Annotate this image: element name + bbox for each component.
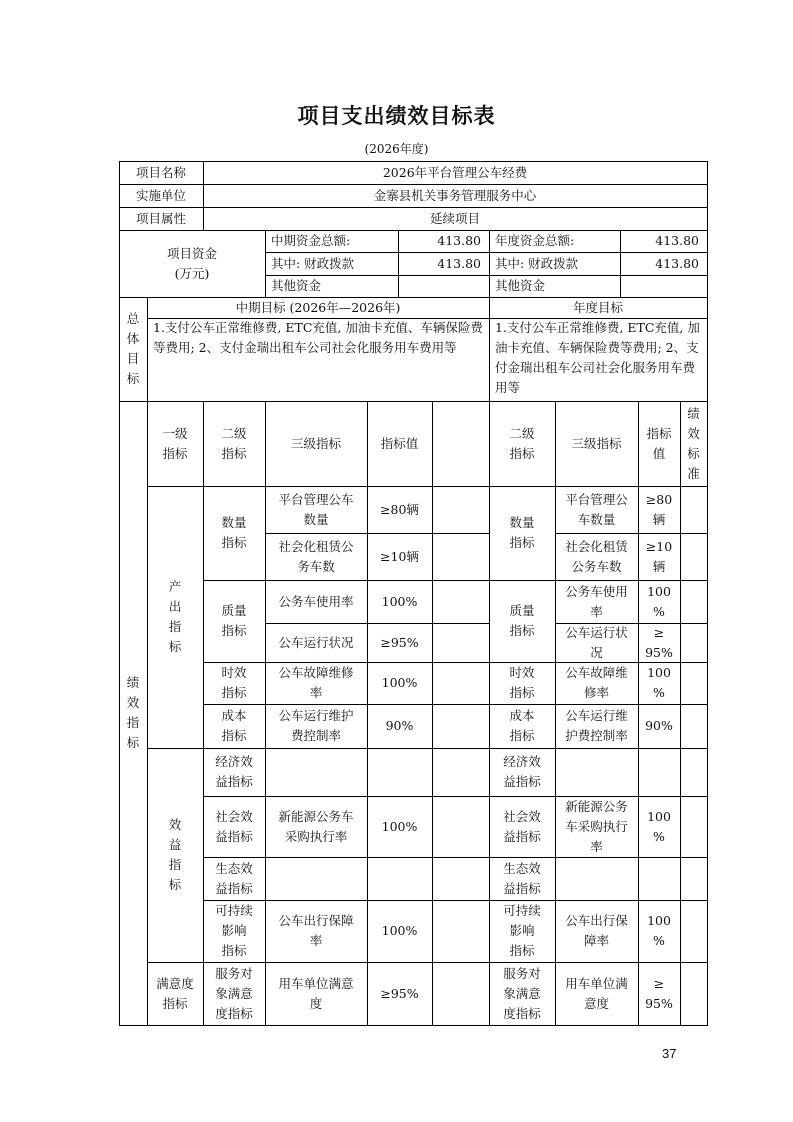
table-rule — [620, 230, 621, 298]
table-rule — [203, 900, 708, 901]
level3-annual-cell-text: 平台管理公 车数量 — [565, 491, 628, 527]
level2-annual-cell-text: 社会效 益指标 — [503, 808, 541, 844]
project-name-label-text: 项目名称 — [135, 164, 186, 180]
page-subtitle: (2026年度) — [364, 142, 429, 156]
level2-cell-text: 质量 指标 — [221, 603, 247, 638]
level2-cell — [203, 486, 265, 580]
table-rule — [147, 962, 708, 963]
mid-total-value-text: 413.80 — [437, 233, 481, 248]
table-rule — [203, 796, 708, 797]
value-annual-cell — [638, 486, 680, 533]
value-annual-cell-text: 90% — [645, 718, 673, 733]
value-annual-cell — [638, 623, 680, 662]
value-annual-cell — [638, 857, 680, 900]
table-rule — [555, 623, 708, 624]
mid-goal-text — [147, 318, 489, 401]
indicators-side-label-text: 绩 效 指 标 — [126, 675, 140, 750]
value-cell — [367, 796, 432, 857]
level3-cell — [265, 533, 367, 580]
value-annual-cell-text: 100 % — [647, 913, 671, 948]
level3-annual-cell — [555, 857, 638, 900]
level2-annual-cell-text: 可持续 影响 指标 — [503, 903, 541, 958]
level3-annual-cell — [555, 900, 638, 962]
table-rule — [203, 857, 708, 858]
value-cell — [367, 486, 432, 533]
level2-cell — [203, 962, 265, 1025]
level2-cell-text: 经济效 益指标 — [215, 754, 253, 789]
level3-cell — [265, 623, 367, 662]
table-rule — [119, 401, 708, 402]
year-other-label-text: 其他资金 — [495, 278, 546, 293]
value-annual-cell — [638, 533, 680, 580]
level3-cell-text: 公车故障维修 率 — [278, 665, 354, 700]
level3-cell — [265, 796, 367, 857]
value-cell — [367, 533, 432, 580]
level3-annual-cell — [555, 623, 638, 662]
value-cell-text: ≥10辆 — [380, 548, 419, 564]
level3-annual-cell — [555, 662, 638, 704]
table-rule — [367, 401, 368, 1026]
year-goal-header-text: 年度目标 — [572, 299, 623, 315]
level1-output-text: 产 出 指 标 — [168, 579, 182, 654]
value-annual-cell-text: 100 % — [647, 665, 671, 700]
mid-goal-text-text: 1.支付公车正常维修费, ETC充值, 加油卡充值、车辆保险费等费用; 2、支付金瑞出租车公司社会化服务用车费用等 — [153, 320, 483, 355]
value-cell-text: 90% — [385, 718, 414, 733]
value-annual-cell-text: 100 % — [647, 583, 671, 619]
value-cell-text: 100% — [381, 923, 418, 938]
table-rule — [265, 275, 708, 276]
value-annual-cell — [638, 962, 680, 1025]
level2-cell-text: 社会效 益指标 — [215, 808, 253, 844]
table-rule — [119, 161, 120, 1026]
mid-goal-header — [147, 297, 489, 318]
table-rule — [398, 230, 399, 298]
table-rule — [119, 184, 708, 185]
year-total-value-text: 413.80 — [655, 233, 699, 248]
value-cell-text: ≥95% — [380, 634, 419, 650]
page-number: 37 — [662, 1046, 677, 1061]
level2-annual-cell — [489, 704, 555, 748]
indicators-side-label — [119, 401, 147, 1025]
level3-cell — [265, 704, 367, 748]
unit-label — [119, 184, 203, 207]
level3-annual-cell-text: 公车运行状 况 — [565, 624, 628, 660]
table-rule — [203, 401, 204, 1026]
level3-cell-text: 用车单位满意 度 — [278, 975, 354, 1011]
value-cell-text: 100% — [381, 593, 418, 609]
level2-annual-cell-text: 服务对 象满意 度指标 — [503, 965, 541, 1021]
level3-annual-cell-text: 公务车使用 率 — [565, 583, 628, 619]
value-cell — [367, 900, 432, 962]
level3-cell-text: 平台管理公车 数量 — [278, 491, 354, 527]
header-level2 — [203, 401, 265, 486]
value-cell — [367, 704, 432, 748]
level1-satisfaction-text: 满意度 指标 — [156, 975, 194, 1011]
mid-total-label-text: 中期资金总额: — [271, 233, 351, 248]
value-cell — [367, 662, 432, 704]
level3-cell — [265, 580, 367, 623]
value-cell-text: ≥80辆 — [380, 501, 419, 517]
level2-cell — [203, 796, 265, 857]
table-rule — [432, 623, 490, 624]
level3-cell — [265, 748, 367, 796]
table-rule — [203, 704, 708, 705]
header-level3 — [265, 401, 367, 486]
level3-cell-text: 公务车使用率 — [278, 593, 354, 609]
level2-annual-cell — [489, 900, 555, 962]
value-cell — [367, 580, 432, 623]
table-rule — [555, 401, 556, 1026]
level3-cell — [265, 857, 367, 900]
table-rule — [147, 297, 148, 1026]
value-cell — [367, 857, 432, 900]
value-cell — [367, 623, 432, 662]
header-standard-annual-text: 绩 效 标 准 — [687, 405, 700, 481]
value-cell-text: 100% — [381, 675, 418, 690]
project-name-label — [119, 161, 203, 184]
goals-side-label — [119, 297, 147, 401]
unit-value-text: 金寨县机关事务管理服务中心 — [373, 187, 537, 203]
level2-annual-cell — [489, 962, 555, 1025]
header-level3-annual — [555, 401, 638, 486]
header-value-text: 指标值 — [380, 435, 419, 451]
header-level2-annual — [489, 401, 555, 486]
unit-value — [203, 184, 707, 207]
level3-cell-text: 公车运行状况 — [278, 634, 354, 650]
level3-annual-cell — [555, 580, 638, 623]
level3-cell — [265, 962, 367, 1025]
mid-other-label — [265, 275, 398, 297]
level3-cell-text: 社会化租赁公 务车数 — [278, 538, 354, 574]
level3-annual-cell-text: 新能源公务 车采购执行 率 — [565, 798, 628, 854]
page-title: 项目支出绩效目标表 — [297, 104, 496, 128]
value-cell-text: ≥95% — [380, 985, 419, 1001]
level2-annual-cell — [489, 580, 555, 662]
mid-goal-header-text: 中期目标 (2026年—2026年) — [235, 299, 401, 315]
level2-cell-text: 生态效 益指标 — [215, 860, 253, 896]
level3-annual-cell — [555, 962, 638, 1025]
level2-annual-cell-text: 质量 指标 — [509, 603, 535, 638]
goals-side-label-text: 总 体 目 标 — [126, 311, 140, 386]
mid-fiscal-value — [398, 252, 489, 275]
table-rule — [203, 580, 708, 581]
level3-cell-text: 公车出行保障 率 — [278, 913, 354, 948]
attr-value — [203, 207, 707, 230]
header-level2-text: 二级 指标 — [221, 425, 247, 461]
level2-annual-cell-text: 生态效 益指标 — [503, 860, 541, 896]
header-level3-text: 三级指标 — [290, 435, 341, 451]
level3-annual-cell — [555, 796, 638, 857]
level2-annual-cell — [489, 662, 555, 704]
year-other-label — [489, 275, 620, 297]
project-name-value — [203, 161, 707, 184]
header-level1-text: 一级 指标 — [162, 425, 188, 461]
table-rule — [265, 623, 433, 624]
level2-annual-cell-text: 数量 指标 — [509, 515, 535, 550]
level3-annual-cell-text: 公车故障维 修率 — [565, 665, 628, 700]
header-standard-annual — [680, 401, 707, 486]
value-annual-cell — [638, 796, 680, 857]
table-rule — [147, 486, 708, 487]
value-annual-cell-text: ≥ 95% — [645, 624, 673, 660]
table-rule — [432, 401, 433, 1026]
level3-annual-cell-text: 社会化租赁 公务车数 — [565, 538, 628, 574]
attr-value-text: 延续项目 — [429, 210, 480, 226]
project-name-value-text: 2026年平台管理公车经费 — [382, 164, 528, 180]
header-value-annual-text: 指标 值 — [646, 425, 672, 461]
level3-annual-cell-text: 公车出行保 障率 — [565, 913, 628, 948]
level2-cell — [203, 857, 265, 900]
header-level3-annual-text: 三级指标 — [571, 435, 622, 451]
level3-annual-cell-text: 用车单位满 意度 — [565, 975, 628, 1011]
level2-cell-text: 成本 指标 — [221, 708, 247, 743]
year-goal-text-text: 1.支付公车正常维修费, ETC充值, 加油卡充值、车辆保险费等费用; 2、支付金瑞出租车公司社会化服务用车费用等 — [495, 320, 700, 395]
year-goal-header — [489, 297, 707, 318]
year-goal-text — [489, 318, 707, 401]
level2-cell-text: 数量 指标 — [221, 515, 247, 550]
table-rule — [638, 401, 639, 1026]
year-total-label-text: 年度资金总额: — [495, 233, 575, 248]
value-annual-cell-text: ≥ 95% — [645, 975, 673, 1011]
attr-label — [119, 207, 203, 230]
level3-annual-cell — [555, 704, 638, 748]
value-cell — [367, 962, 432, 1025]
table-rule — [432, 533, 490, 534]
year-fiscal-value — [620, 252, 707, 275]
mid-fiscal-value-text: 413.80 — [437, 255, 481, 271]
table-rule — [265, 230, 266, 298]
level2-annual-cell-text: 经济效 益指标 — [503, 754, 541, 789]
mid-fiscal-label — [265, 252, 398, 275]
header-value-annual — [638, 401, 680, 486]
level1-benefit-text: 效 益 指 标 — [168, 817, 182, 892]
mid-other-label-text: 其他资金 — [271, 278, 322, 293]
level3-annual-cell-text: 公车运行维 护费控制率 — [565, 708, 628, 743]
level2-cell-text: 可持续 影响 指标 — [215, 903, 253, 958]
level2-cell-text: 时效 指标 — [221, 665, 247, 700]
header-level2-annual-text: 二级 指标 — [509, 425, 535, 461]
level1-output — [147, 486, 203, 748]
value-annual-cell — [638, 704, 680, 748]
level1-satisfaction — [147, 962, 203, 1025]
table-rule — [555, 533, 708, 534]
level2-annual-cell — [489, 857, 555, 900]
unit-label-text: 实施单位 — [135, 187, 186, 203]
year-fiscal-value-text: 413.80 — [655, 255, 699, 271]
table-rule — [265, 401, 266, 1026]
level2-cell — [203, 704, 265, 748]
table-rule — [147, 318, 708, 319]
value-annual-cell — [638, 580, 680, 623]
table-rule — [147, 748, 708, 749]
level2-cell-text: 服务对 象满意 度指标 — [215, 965, 253, 1021]
level3-annual-cell — [555, 748, 638, 796]
level2-cell — [203, 580, 265, 662]
value-annual-cell-text: ≥10 辆 — [645, 538, 673, 574]
value-annual-cell — [638, 662, 680, 704]
value-annual-cell — [638, 900, 680, 962]
level2-cell — [203, 900, 265, 962]
table-rule — [707, 161, 708, 1026]
mid-total-label — [265, 230, 398, 252]
level1-benefit — [147, 748, 203, 962]
table-rule — [680, 401, 681, 1026]
level2-annual-cell — [489, 796, 555, 857]
level3-annual-cell — [555, 533, 638, 580]
funds-label-text: 项目资金 (万元) — [166, 245, 217, 281]
attr-label-text: 项目属性 — [135, 210, 186, 226]
value-cell-text: 100% — [381, 818, 418, 834]
mid-fiscal-label-text: 其中: 财政拨款 — [271, 255, 355, 271]
level3-cell — [265, 900, 367, 962]
level3-cell — [265, 486, 367, 533]
level3-cell — [265, 662, 367, 704]
year-total-value — [620, 230, 707, 252]
year-fiscal-label-text: 其中: 财政拨款 — [495, 255, 579, 271]
value-annual-cell-text: 100 % — [647, 808, 671, 844]
level2-cell — [203, 748, 265, 796]
table-rule — [119, 1025, 708, 1026]
level3-cell-text: 公车运行维护 费控制率 — [278, 708, 354, 743]
level3-cell-text: 新能源公务车 采购执行率 — [278, 808, 354, 844]
year-total-label — [489, 230, 620, 252]
year-fiscal-label — [489, 252, 620, 275]
level2-annual-cell-text: 成本 指标 — [509, 708, 535, 743]
level3-annual-cell — [555, 486, 638, 533]
level2-annual-cell-text: 时效 指标 — [509, 665, 535, 700]
table-rule — [203, 662, 708, 663]
value-annual-cell-text: ≥80 辆 — [645, 491, 673, 527]
level2-cell — [203, 662, 265, 704]
level2-annual-cell — [489, 748, 555, 796]
table-rule — [119, 161, 708, 162]
table-rule — [203, 161, 204, 231]
level2-annual-cell — [489, 486, 555, 580]
table-rule — [265, 533, 433, 534]
header-value — [367, 401, 432, 486]
value-annual-cell — [638, 748, 680, 796]
header-level1 — [147, 401, 203, 486]
value-cell — [367, 748, 432, 796]
table-rule — [489, 230, 490, 298]
mid-total-value — [398, 230, 489, 252]
table-rule — [265, 252, 708, 253]
table-rule — [119, 207, 708, 208]
funds-label — [119, 230, 265, 297]
